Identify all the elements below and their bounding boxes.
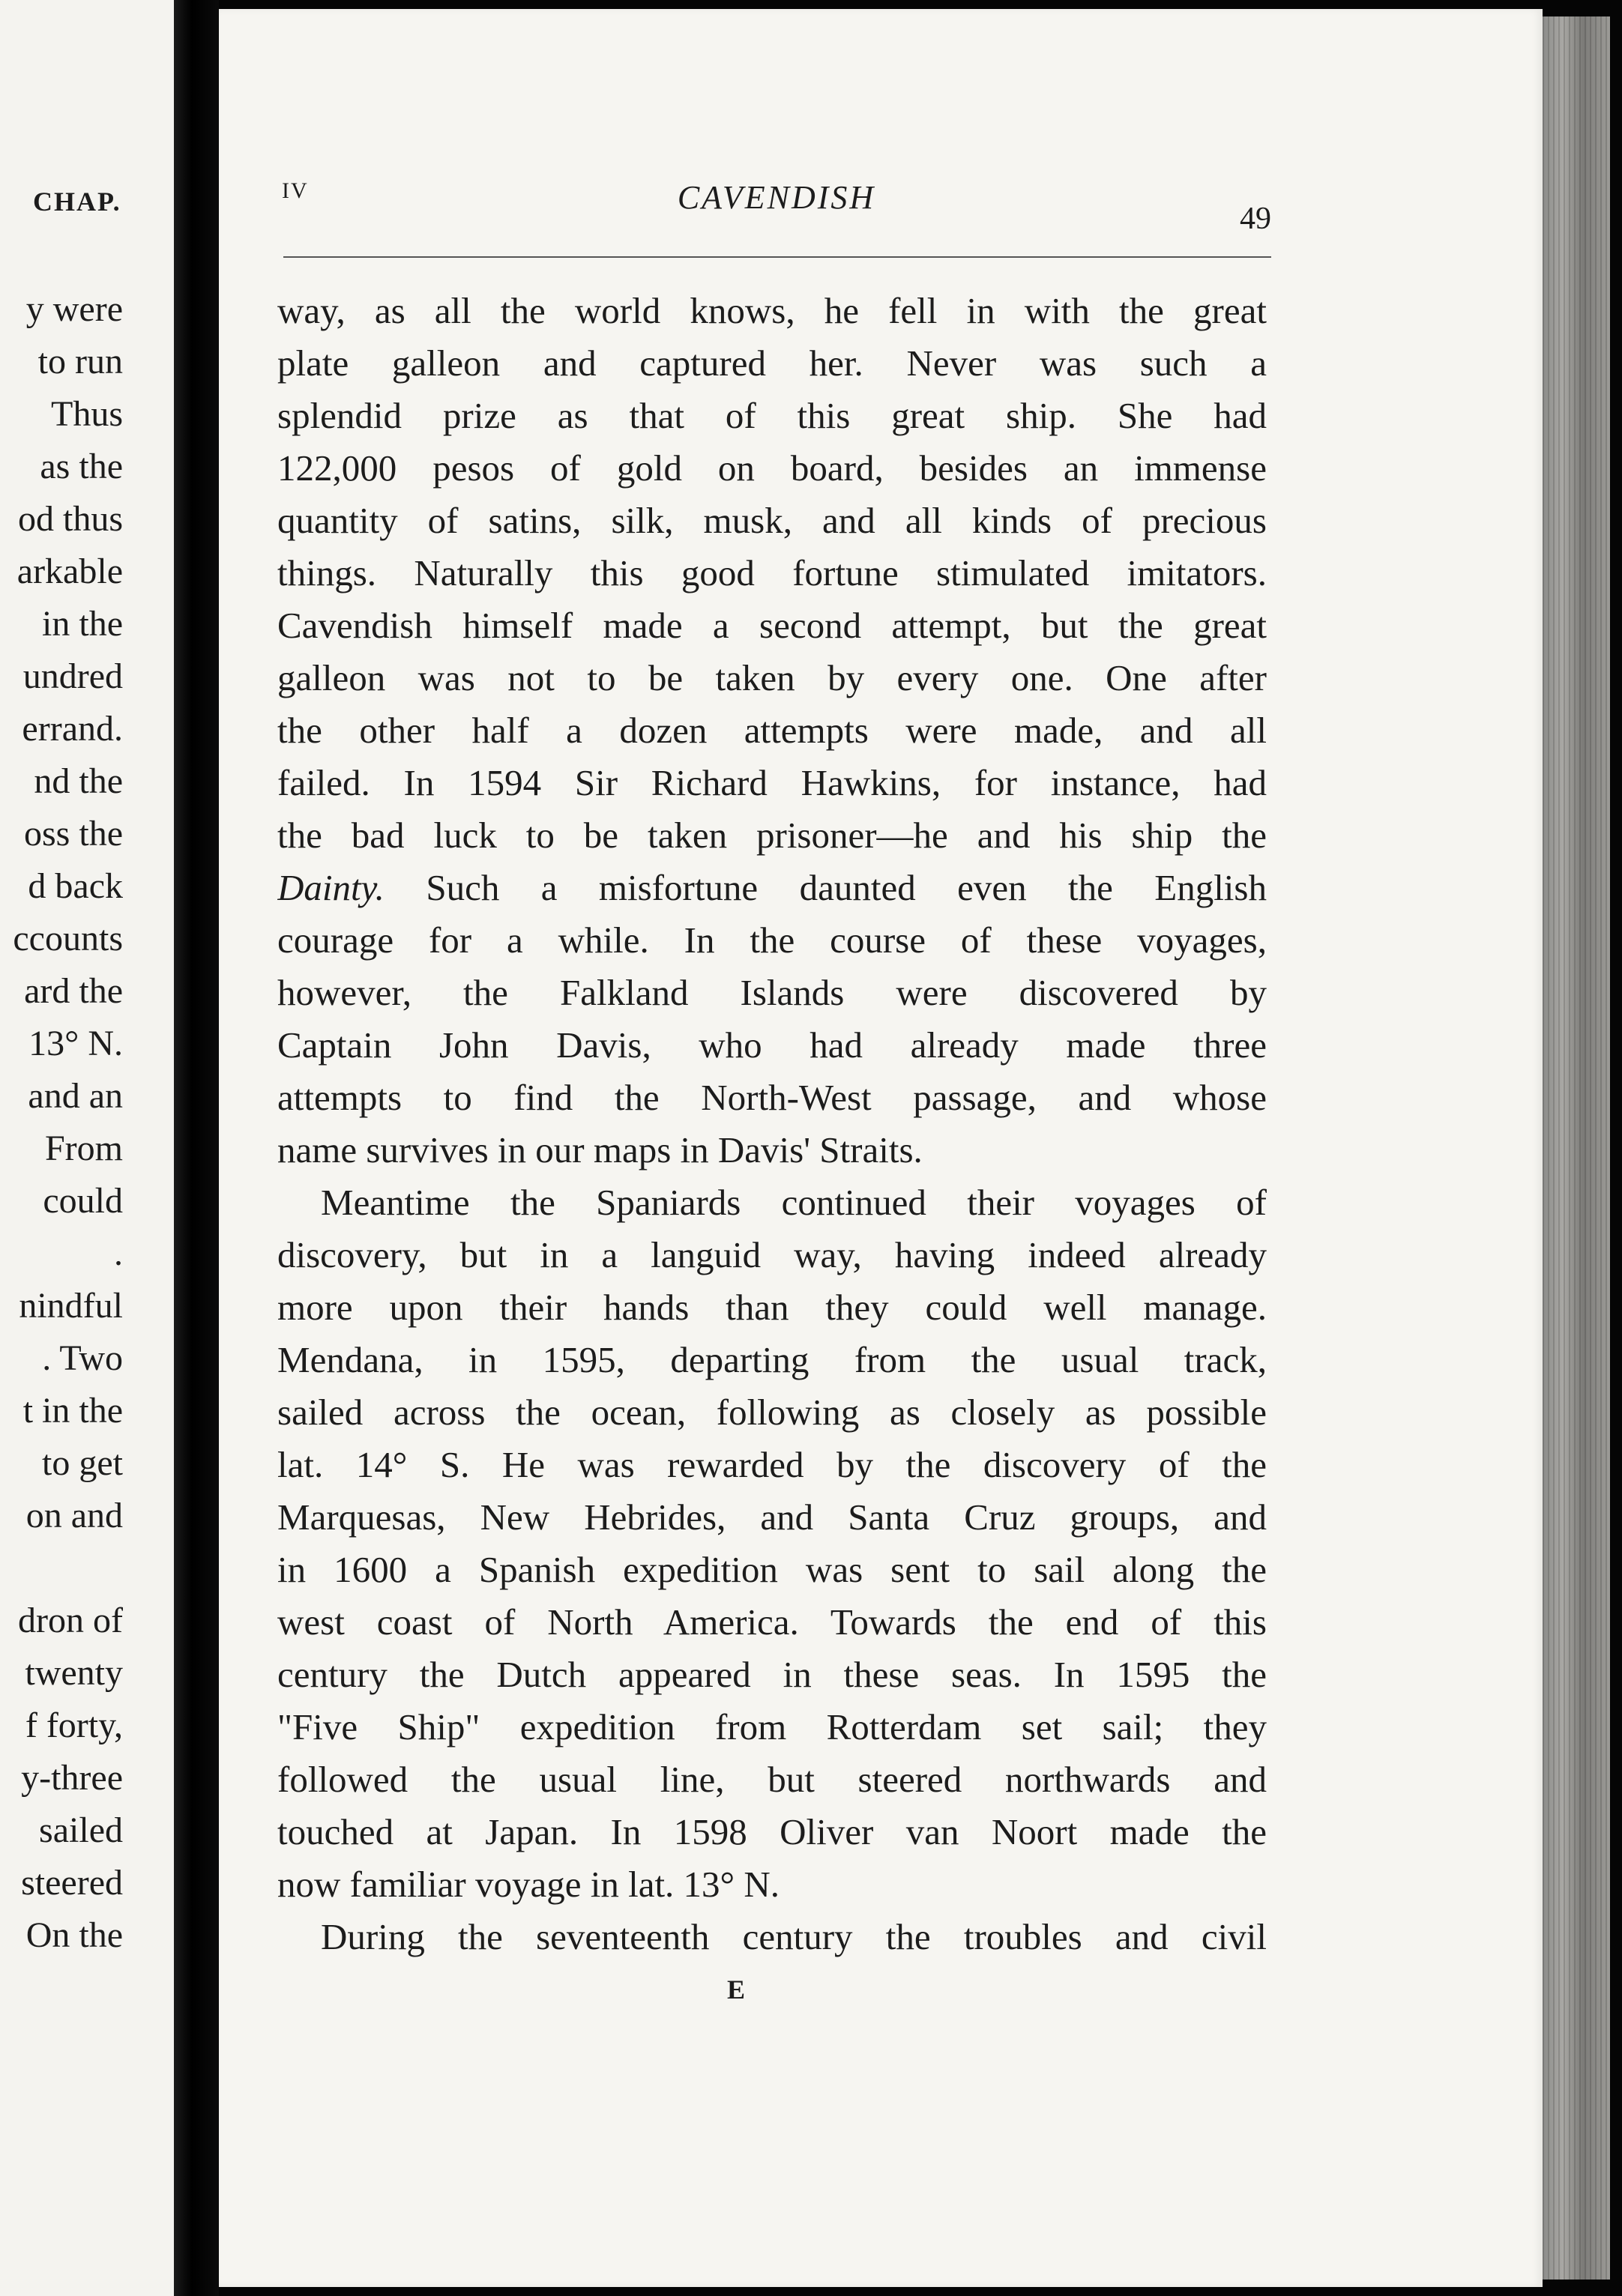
ship-name: Dainty. [277, 867, 385, 908]
previous-page-line: oss the [24, 814, 123, 854]
previous-page-line: f forty, [25, 1706, 123, 1745]
previous-page-line: Thus [51, 394, 123, 434]
text-line: failed. In 1594 Sir Richard Hawkins, for instance, had [277, 762, 1267, 803]
previous-page-strip [0, 0, 174, 2296]
previous-page-line: as the [40, 447, 123, 486]
previous-page-line: nindful [19, 1286, 123, 1326]
signature-mark: E [727, 1975, 747, 2005]
previous-page-line: ard the [24, 971, 123, 1011]
previous-page-line: On the [25, 1915, 123, 1955]
previous-page-text-fragments [0, 283, 123, 1962]
text-line: quantity of satins, silk, musk, and all kinds of precious [277, 500, 1267, 541]
previous-page-line: and an [28, 1076, 123, 1116]
text-line: 122,000 pesos of gold on board, besides an immense [277, 447, 1267, 489]
body-text [277, 285, 1267, 1963]
text-line: Cavendish himself made a second attempt, but the great [277, 605, 1267, 646]
previous-page-line: sailed [39, 1810, 123, 1850]
text-line: now familiar voyage in lat. 13° N. [277, 1864, 780, 1905]
previous-page-line [0, 1542, 123, 1595]
previous-page-line: y-three [21, 1758, 123, 1798]
text-line: the other half a dozen attempts were made, and all [277, 710, 1267, 751]
text-line: way, as all the world knows, he fell in with the great [277, 290, 1267, 331]
page-number: 49 [1240, 202, 1271, 236]
text-line: in 1600 a Spanish expedition was sent to sail along the [277, 1549, 1267, 1590]
text-line: west coast of North America. Towards the end of this [277, 1601, 1267, 1643]
page-edge-texture [1543, 16, 1610, 2280]
text-line: courage for a while. In the course of these voyages, [277, 919, 1267, 961]
previous-page-line: nd the [34, 761, 123, 801]
previous-page-line: to run [37, 342, 123, 381]
running-head [282, 178, 1271, 236]
text-line: lat. 14° S. He was rewarded by the discovery of the [277, 1444, 1267, 1485]
text-line: name survives in our maps in Davis' Straits. [277, 1129, 923, 1170]
text-line: Marquesas, New Hebrides, and Santa Cruz groups, and [277, 1496, 1267, 1538]
text-line: galleon was not to be taken by every one. One after [277, 657, 1267, 698]
previous-page-line: od thus [17, 499, 123, 539]
previous-page-line: ccounts [13, 919, 123, 958]
text-line: Captain John Davis, who had already made three [277, 1024, 1267, 1066]
previous-page-line: y were [25, 289, 123, 329]
previous-page-line: From [44, 1129, 123, 1168]
previous-page-line: could [43, 1181, 123, 1221]
previous-page-line: steered [21, 1863, 123, 1903]
running-title: CAVENDISH [677, 179, 876, 216]
previous-page-line: arkable [16, 552, 123, 591]
section-number: IV [282, 178, 309, 203]
text-line: discovery, but in a languid way, having indeed already [277, 1234, 1267, 1275]
previous-page-line: dron of [18, 1601, 123, 1640]
book-gutter [174, 0, 219, 2296]
text-line: more upon their hands than they could well manage. [277, 1287, 1267, 1328]
text-line: attempts to find the North-West passage, and whose [277, 1077, 1267, 1118]
previous-page-line: errand. [22, 709, 123, 749]
previous-page-line: to get [42, 1443, 123, 1483]
text-line: plate galleon and captured her. Never was such a [277, 342, 1267, 384]
previous-page-line: . Two [42, 1338, 123, 1378]
previous-page-running-head: CHAP. [33, 187, 121, 217]
header-rule [283, 256, 1271, 258]
previous-page-line: undred [22, 656, 123, 696]
previous-page-line: twenty [25, 1653, 123, 1693]
text-line: Dainty. Such a misfortune daunted even the English [277, 867, 1267, 908]
page-edges [1543, 16, 1610, 2280]
previous-page-line: d back [28, 866, 123, 906]
text-line: "Five Ship" expedition from Rotterdam set sail; they [277, 1706, 1267, 1747]
text-line: sailed across the ocean, following as closely as possible [277, 1392, 1267, 1433]
text-line: century the Dutch appeared in these seas. In 1595 the [277, 1654, 1267, 1695]
text-line: touched at Japan. In 1598 Oliver van Noort made the [277, 1811, 1267, 1852]
text-line: however, the Falkland Islands were discovered by [277, 972, 1267, 1013]
text-line: the bad luck to be taken prisoner—he and his ship the [277, 815, 1267, 856]
previous-page-line: on and [25, 1496, 123, 1535]
text-line: During the seventeenth century the troubles and civil [321, 1916, 1267, 1957]
text-line: things. Naturally this good fortune stimulated imitators. [277, 552, 1267, 593]
previous-page-line: t in the [22, 1391, 123, 1431]
text-line: Mendana, in 1595, departing from the usual track, [277, 1339, 1267, 1380]
text-line: Meantime the Spaniards continued their voyages of [321, 1182, 1267, 1223]
previous-page-line: . [114, 1233, 123, 1273]
text-line: followed the usual line, but steered northwards and [277, 1759, 1267, 1800]
previous-page-line: in the [42, 604, 123, 644]
text-line: splendid prize as that of this great ship. She had [277, 395, 1267, 436]
previous-page-line: 13° N. [28, 1024, 123, 1063]
